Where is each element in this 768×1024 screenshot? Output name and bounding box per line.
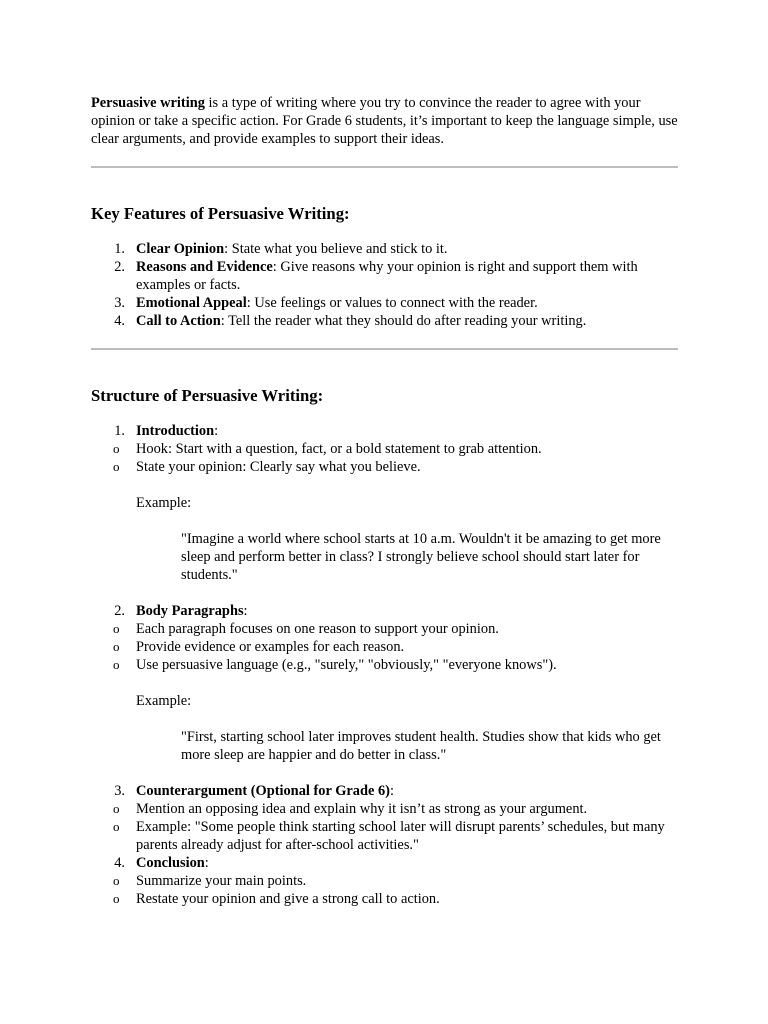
sub-list bbox=[91, 440, 679, 476]
bullet-icon: o bbox=[113, 801, 120, 816]
item-number: 3. bbox=[114, 295, 125, 311]
item-number: 1. bbox=[114, 423, 125, 439]
sub-item-text: Restate your opinion and give a strong call to action. bbox=[136, 891, 440, 907]
item-term: Introduction bbox=[136, 423, 215, 439]
sub-item-text: Summarize your main points. bbox=[136, 873, 307, 889]
example-quote: "Imagine a world where school starts at 10 a.m. Wouldn't it be amazing to get more sleep and perform better in class? I strongly believe school should start later for students." bbox=[181, 531, 661, 583]
item-number: 4. bbox=[114, 855, 125, 871]
item-term: Body Paragraphs bbox=[136, 603, 244, 619]
list-item bbox=[91, 854, 679, 908]
item-number: 2. bbox=[114, 603, 125, 619]
item-term: Clear Opinion bbox=[136, 241, 225, 257]
example-quote: "First, starting school later improves student health. Studies show that kids who get more sleep are happier and do better in class." bbox=[181, 729, 661, 763]
intro-term: Persuasive writing bbox=[91, 95, 205, 111]
sub-item bbox=[91, 890, 679, 908]
bullet-icon: o bbox=[113, 657, 120, 672]
sub-item-text: Provide evidence or examples for each reason. bbox=[136, 639, 405, 655]
item-text: : State what you believe and stick to it. bbox=[224, 241, 448, 257]
item-text: : bbox=[243, 603, 248, 619]
list-item bbox=[91, 312, 679, 330]
sub-item bbox=[91, 440, 679, 458]
item-text: : bbox=[204, 855, 209, 871]
sub-item-text: Example: "Some people think starting school later will disrupt parents’ schedules, but many parents already adjust for after-school activities." bbox=[136, 819, 665, 853]
item-text: : bbox=[389, 783, 394, 799]
structure-heading: Structure of Persuasive Writing: bbox=[91, 386, 324, 405]
item-term: Counterargument (Optional for Grade 6) bbox=[136, 783, 390, 799]
list-item bbox=[91, 422, 679, 584]
list-item bbox=[91, 602, 679, 764]
divider bbox=[91, 166, 678, 168]
divider bbox=[91, 348, 678, 350]
bullet-icon: o bbox=[113, 891, 120, 906]
sub-item-text: Hook: Start with a question, fact, or a bold statement to grab attention. bbox=[136, 441, 542, 457]
bullet-icon: o bbox=[113, 639, 120, 654]
intro-text: is a type of writing where you try to convince the reader to agree with your opinion or take a specific action. For Grade 6 students, it’s important to keep the language simple, use clear arguments, and provide examples to support their ideas. bbox=[91, 95, 678, 147]
features-list bbox=[91, 240, 679, 330]
item-number: 1. bbox=[114, 241, 125, 257]
sub-item bbox=[91, 818, 679, 854]
item-number: 2. bbox=[114, 259, 125, 275]
list-item bbox=[91, 294, 679, 312]
sub-item-text: Each paragraph focuses on one reason to support your opinion. bbox=[136, 621, 499, 637]
sub-list bbox=[91, 800, 679, 854]
list-item bbox=[91, 782, 679, 854]
list-item bbox=[91, 258, 679, 294]
bullet-icon: o bbox=[113, 459, 120, 474]
item-text: : Tell the reader what they should do after reading your writing. bbox=[220, 313, 587, 329]
sub-list bbox=[91, 620, 679, 674]
example-label: Example: bbox=[136, 495, 192, 511]
bullet-icon: o bbox=[113, 441, 120, 456]
bullet-icon: o bbox=[113, 873, 120, 888]
sub-item bbox=[91, 638, 679, 656]
item-number: 4. bbox=[114, 313, 125, 329]
intro-paragraph bbox=[91, 94, 679, 148]
item-number: 3. bbox=[114, 783, 125, 799]
sub-item bbox=[91, 872, 679, 890]
sub-item bbox=[91, 656, 679, 674]
item-term: Reasons and Evidence bbox=[136, 259, 273, 275]
bullet-icon: o bbox=[113, 621, 120, 636]
sub-item-text: Mention an opposing idea and explain why it isn’t as strong as your argument. bbox=[136, 801, 588, 817]
item-term: Emotional Appeal bbox=[136, 295, 247, 311]
item-term: Call to Action bbox=[136, 313, 221, 329]
bullet-icon: o bbox=[113, 819, 120, 834]
item-text: : Give reasons why your opinion is right and support them with examples or facts. bbox=[136, 259, 638, 293]
sub-item bbox=[91, 458, 679, 476]
list-item bbox=[91, 240, 679, 258]
sub-item-text: Use persuasive language (e.g., "surely," "obviously," "everyone knows"). bbox=[136, 657, 557, 673]
item-term: Conclusion bbox=[136, 855, 205, 871]
sub-item bbox=[91, 620, 679, 638]
example-label: Example: bbox=[136, 693, 192, 709]
item-text: : Use feelings or values to connect with the reader. bbox=[246, 295, 538, 311]
item-text: : bbox=[214, 423, 219, 439]
sub-item bbox=[91, 800, 679, 818]
sub-item-text: State your opinion: Clearly say what you believe. bbox=[136, 459, 421, 475]
features-heading: Key Features of Persuasive Writing: bbox=[91, 204, 350, 223]
sub-list bbox=[91, 872, 679, 908]
structure-list bbox=[91, 422, 679, 908]
